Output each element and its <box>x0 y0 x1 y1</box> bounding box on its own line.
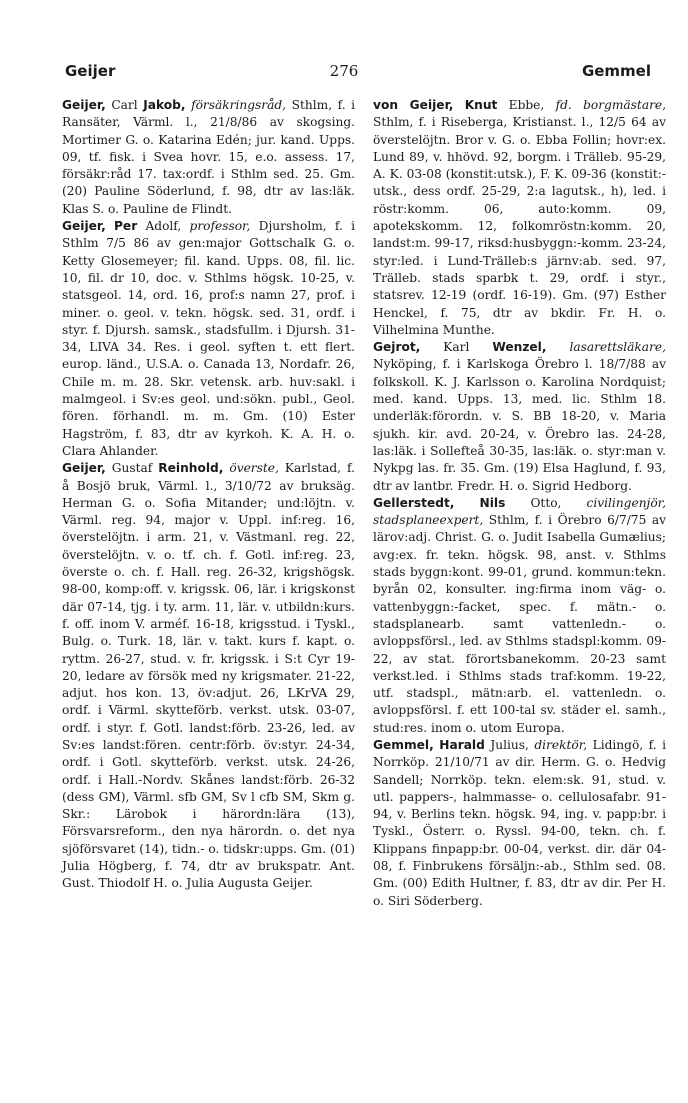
entry-given-name: Carl <box>111 98 138 112</box>
entry-given-name: Julius, <box>490 737 529 752</box>
entry-given-name: Ebbe, <box>508 98 545 112</box>
entry-body: Djursholm, f. i Sthlm 7/5 86 av gen:major Gottschalk G. o. Ketty Glosemeyer; fil. kand. Upps. 08, fil. lic. 10, fil. dr 10, doc. v. Sthlms högsk. 10-25, v. statsgeol. 14, ord. 16, prof:s namn 27, prof. i miner. o. geol. v. tekn. högsk. sed. 31, ordf. i styr. f. Djursh. samsk., stadsfullm. i Djursh. 31-34, LIVA 34. Res. i geol. syften t. ett flert. europ. länd., U.S.A. o. Canada 13, Nordafr. 26, Chile m. m. 28. Skr. vetensk. arb. huv:sakl. i malmgeol. i Sv:es geol. und:sökn. publ., Geol. fören. förhandl. m. m. Gm. (10) Ester Hagström, f. 83, dtr av kyrkoh. K. A. H. o. Clara Ahlander. <box>62 219 356 458</box>
running-head-left: Geijer <box>65 62 116 80</box>
entry-title: lasarettsläkare, <box>569 340 666 355</box>
entry-given-name: Adolf, <box>145 219 182 234</box>
entry-given-name-bold: Reinhold, <box>158 461 224 476</box>
entry-surname: Gemmel, <box>373 737 434 752</box>
entry-title: professor, <box>189 219 251 234</box>
entry-given-name-bold: Wenzel, <box>492 340 547 355</box>
entry-given-name: Gustaf <box>111 461 153 476</box>
entry-gemmel-harald <box>373 737 666 910</box>
entry-given-name-bold: Nils <box>479 495 506 510</box>
entry-von-geijer-knut <box>373 97 666 339</box>
running-head-right: Gemmel <box>581 62 651 80</box>
entry-surname: von Geijer, <box>373 98 454 112</box>
page-number: 276 <box>329 62 359 80</box>
entry-surname: Gellerstedt, <box>373 495 455 510</box>
right-column <box>373 97 666 910</box>
entry-given-name: Karl <box>443 340 470 355</box>
entry-given-name: Otto, <box>530 495 562 510</box>
entry-title: fd. borgmästare, <box>555 98 666 112</box>
entry-surname: Geijer, <box>62 219 106 234</box>
entry-given-name-bold: Harald <box>439 737 485 752</box>
entry-body: Sthlm, f. i Örebro 6/7/75 av lärov:adj. Christ. G. o. Judit Isabella Gumælius; avg:ex. fr. tekn. högsk. 98, anst. v. Sthlms stads byggn:kont. 99-01, grund. kommun:tekn. byrån 02, konsulter. ing:firma inom väg- o. vattenbyggn:-facket, spec. f. mätn.- o. stadsplanearb. samt vattenledn.- o. avloppsförsl., led. av Sthlms stadspl:komm. 09-22, av stat. förortsbanekomm. 20-23 samt verkst.led. i Sthlms stads traf:komm. 19-22, utf. stadspl., mätn:arb. el. vattenledn. o. avloppsförsl. f. ett 100-tal sv. städer el. samh., stud:res. inom o. utom Europa. <box>373 513 666 735</box>
entry-title: försäkringsråd, <box>191 98 287 112</box>
entry-given-name-bold: Knut <box>464 98 498 112</box>
entry-geijer-carl-jakob <box>62 97 355 218</box>
entry-body: Nyköping, f. i Karlskoga Örebro l. 18/7/88 av folkskoll. K. J. Karlsson o. Karolina Nordquist; med. kand. Upps. 13, med. lic. Sthlm 18. underläk:förordn. v. S. BB 18-20, v. Maria sjukh. kir. avd. 20-24, v. Örebro las. 24-28, las:läk. i Sollefteå 30-35, las:läk. o. styr:man v. Nykpg las. fr. 35. Gm. (19) Elsa Haglund, f. 93, dtr av lantbr. Fredr. H. o. Sigrid Hedborg. <box>373 357 666 493</box>
left-column <box>62 97 355 893</box>
entry-given-name-bold: Per <box>114 219 138 234</box>
entry-body: Sthlm, f. i Riseberga, Kristianst. l., 12/5 64 av överstelöjtn. Bror v. G. o. Ebba Follin; hovr:ex. Lund 89, v. hhövd. 92, borgm. i Trälleb. 95-29, A. K. 03-08 (konstit:utsk.), F. K. 09-36 (konstit:-utsk., dess ordf. 25-29, 2:a lagutsk., h), led. i röstr:komm. 06, auto:komm. 09, apotekskomm. 12, folkomröstn:komm. 20, landst:m. 99-17, riksd:husbyggn:-komm. 23-24, styr:led. i Lund-Trälleb:s järnv:ab. sed. 97, Trälleb. stads sparbk t. 29, ordf. i styr., statsrev. 12-19 (ordf. 16-19). Gm. (97) Esther Henckel, f. 75, dtr av bkdir. Fr. H. o. Vilhelmina Munthe. <box>373 115 666 337</box>
entry-surname: Gejrot, <box>373 340 421 355</box>
entry-gejrot-karl-wenzel <box>373 339 666 495</box>
entry-title: civilingenjör, stadsplaneexpert, <box>373 495 667 528</box>
entry-surname: Geijer, <box>62 98 106 112</box>
entry-body: Lidingö, f. i Norrköp. 21/10/71 av dir. Herm. G. o. Hedvig Sandell; Norrköp. tekn. elem:sk. 91, stud. v. utl. pappers-, halmmasse- o. cellulosafabr. 91-94, v. Berlins tekn. högsk. 94, ing. v. papp:br. i Tyskl., Österr. o. Ryssl. 94-00, tekn. ch. f. Klippans finpapp:br. 00-04, verkst. dir. där 04-08, f. Finbrukens försäljn:-ab., Sthlm sed. 08. Gm. (00) Edith Hultner, f. 83, dtr av dir. Per H. o. Siri Söderberg. <box>373 737 667 908</box>
entry-body: Sthlm, f. i Ransäter, Värml. l., 21/8/86 av skogsing. Mortimer G. o. Katarina Edén; jur. kand. Upps. 09, tf. fisk. i Svea hovr. 15, e.o. assess. 17, försäkr:råd 17. tax:ordf. i Sthlm sed. 25. Gm. (20) Pauline Söderlund, f. 98, dtr av las:läk. Klas S. o. Pauline de Flindt. <box>62 98 356 216</box>
entry-given-name-bold: Jakob, <box>143 98 186 112</box>
entry-geijer-gustaf-reinhold <box>62 460 355 892</box>
entry-title: direktör, <box>534 737 588 752</box>
entry-gellerstedt-nils <box>373 495 666 737</box>
entry-geijer-per <box>62 218 355 460</box>
entry-surname: Geijer, <box>62 461 106 476</box>
entry-title: överste, <box>229 461 279 476</box>
entry-body: Karlstad, f. å Bosjö bruk, Värml. l., 3/10/72 av bruksäg. Herman G. o. Sofia Mitander; und:löjtn. v. Värml. reg. 94, major v. Uppl. inf:reg. 16, överstelöjtn. i arm. 21, v. Västmanl. reg. 22, överstelöjtn. v. o. tf. ch. f. Gotl. inf:reg. 23, överste o. ch. f. Hall. reg. 26-32, krigshögsk. 98-00, komp:off. v. krigssk. 06, lär. i krigskonst där 07-14, tjg. i ty. arm. 11, lär. v. utbildn:kurs. f. off. inom V. arméf. 16-18, krigsstud. i Tyskl., Bulg. o. Turk. 18, lär. v. takt. kurs f. kapt. o. ryttm. 26-27, stud. v. fr. krigssk. i S:t Cyr 19-20, ledare av försök med ny krigsmater. 21-22, adjut. hos kon. 13, öv:adjut. 26, LKrVA 29, ordf. i Värml. skytteförb. verkst. utsk. 03-07, ordf. i styr. f. Gotl. landst:förb. 23-26, led. av Sv:es landst:fören. centr:förb. öv:styr. 24-34, ordf. i Gotl. skytteförb. verkst. utsk. 24-26, ordf. i Hall.-Nordv. Skånes landst:förb. 26-32 (dess GM), Värml. sfb GM, Sv l cfb SM, Skm g. Skr.: Lärobok i härordn:lära (13), Försvarsreform., den nya härordn. o. det nya sjöförsvaret (14), tidn.- o. tidskr:upps. Gm. (01) Julia Högberg, f. 74, dtr av brukspatr. Ant. Gust. Thiodolf H. o. Julia Augusta Geijer. <box>62 461 355 891</box>
